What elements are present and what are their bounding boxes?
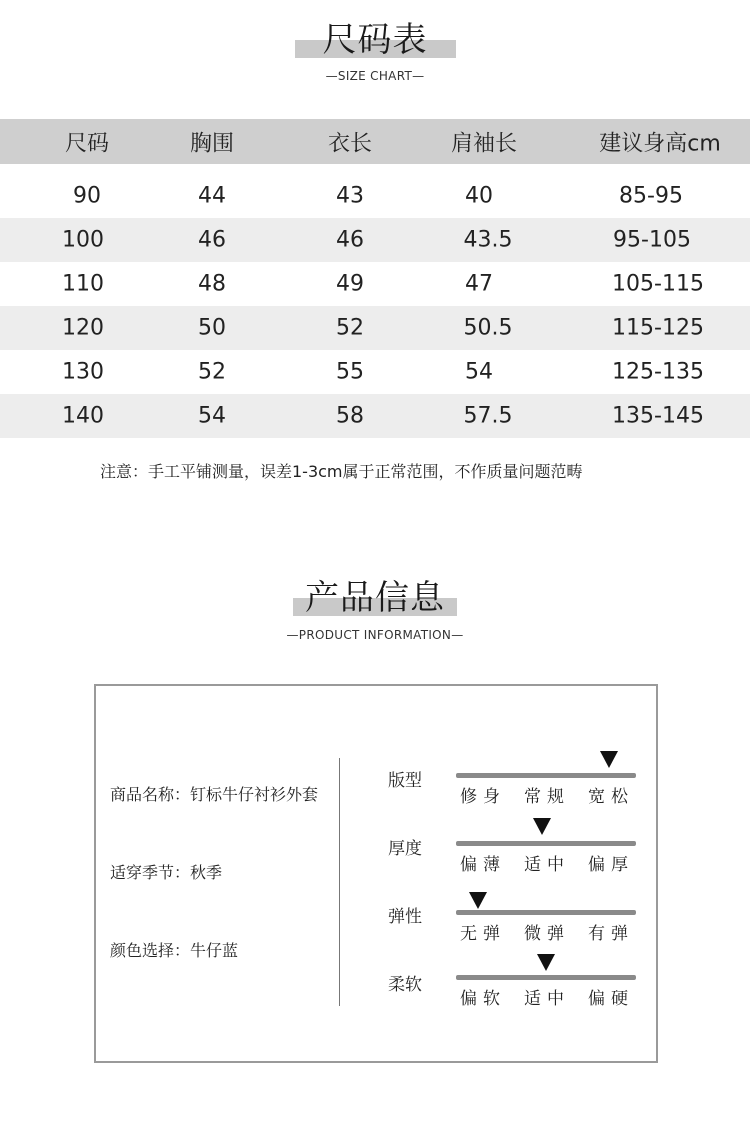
cell-length: 58 [336, 403, 364, 429]
size-table [0, 119, 750, 438]
cell-chest: 44 [198, 183, 226, 209]
scale-option: 无弹 [460, 924, 506, 944]
cell-chest: 54 [198, 403, 226, 429]
scale-marker-icon [533, 818, 551, 835]
cell-height: 135-145 [612, 403, 704, 429]
scale-bar-softness [456, 975, 636, 980]
cell-chest: 50 [198, 315, 226, 341]
cell-length: 49 [336, 271, 364, 297]
scale-bar-thickness [456, 841, 636, 846]
size-chart-title-block [0, 12, 750, 61]
cell-chest: 48 [198, 271, 226, 297]
header-chest: 胸围 [189, 131, 235, 156]
scale-option: 偏软 [460, 989, 506, 1009]
header-height: 建议身高cm [599, 131, 721, 156]
scale-option: 有弹 [588, 924, 634, 944]
scale-marker-icon [600, 751, 618, 768]
cell-size: 130 [62, 359, 104, 385]
product-info-subtitle: —PRODUCT INFORMATION— [286, 628, 464, 642]
scale-option: 偏薄 [460, 855, 506, 875]
size-chart-subtitle: —SIZE CHART— [325, 69, 425, 83]
scale-option: 偏厚 [588, 855, 634, 875]
scale-option: 微弹 [524, 924, 570, 944]
header-size: 尺码 [64, 131, 110, 156]
cell-height: 85-95 [619, 183, 683, 209]
scale-option: 修身 [460, 787, 506, 807]
table-row [0, 174, 750, 218]
cell-length: 46 [336, 227, 364, 253]
cell-size: 140 [62, 403, 104, 429]
scale-bar-fit [456, 773, 636, 778]
size-chart-title: 尺码表 [322, 20, 428, 60]
cell-sleeve: 57.5 [463, 403, 513, 429]
cell-sleeve: 43.5 [463, 227, 513, 253]
cell-sleeve: 50.5 [463, 315, 513, 341]
cell-height: 115-125 [612, 315, 704, 341]
cell-sleeve: 54 [465, 359, 493, 385]
cell-sleeve: 40 [465, 183, 493, 209]
cell-length: 43 [336, 183, 364, 209]
cell-length: 52 [336, 315, 364, 341]
attr-label-thickness: 厚度 [388, 839, 422, 859]
table-header-row [0, 119, 750, 164]
product-info-title: 产品信息 [305, 578, 445, 618]
cell-sleeve: 47 [465, 271, 493, 297]
cell-height: 125-135 [612, 359, 704, 385]
cell-length: 55 [336, 359, 364, 385]
header-length: 衣长 [327, 131, 373, 156]
product-color: 颜色选择：牛仔蓝 [110, 941, 239, 960]
cell-size: 100 [62, 227, 104, 253]
scale-option: 适中 [524, 855, 570, 875]
product-info-box [94, 684, 658, 1063]
cell-size: 90 [73, 183, 101, 209]
cell-size: 110 [62, 271, 104, 297]
product-info-title-block [0, 570, 750, 619]
scale-option: 宽松 [588, 787, 634, 807]
attr-label-softness: 柔软 [388, 975, 422, 995]
measurement-note: 注意：手工平铺测量，误差1-3cm属于正常范围，不作质量问题范畴 [100, 462, 583, 481]
table-row [0, 394, 750, 438]
cell-height: 105-115 [612, 271, 704, 297]
scale-option: 偏硬 [588, 989, 634, 1009]
cell-height: 95-105 [613, 227, 691, 253]
attr-label-fit: 版型 [388, 771, 422, 791]
attr-label-elasticity: 弹性 [388, 907, 422, 927]
header-sleeve: 肩袖长 [450, 131, 518, 156]
cell-chest: 52 [198, 359, 226, 385]
scale-marker-icon [469, 892, 487, 909]
table-row [0, 218, 750, 262]
scale-marker-icon [537, 954, 555, 971]
table-row [0, 262, 750, 306]
cell-size: 120 [62, 315, 104, 341]
product-season: 适穿季节：秋季 [110, 863, 223, 882]
cell-chest: 46 [198, 227, 226, 253]
table-row [0, 306, 750, 350]
table-row [0, 350, 750, 394]
scale-option: 常规 [524, 787, 570, 807]
product-name: 商品名称：钉标牛仔衬衫外套 [110, 785, 319, 804]
scale-bar-elasticity [456, 910, 636, 915]
info-divider [339, 758, 340, 1006]
scale-option: 适中 [524, 989, 570, 1009]
